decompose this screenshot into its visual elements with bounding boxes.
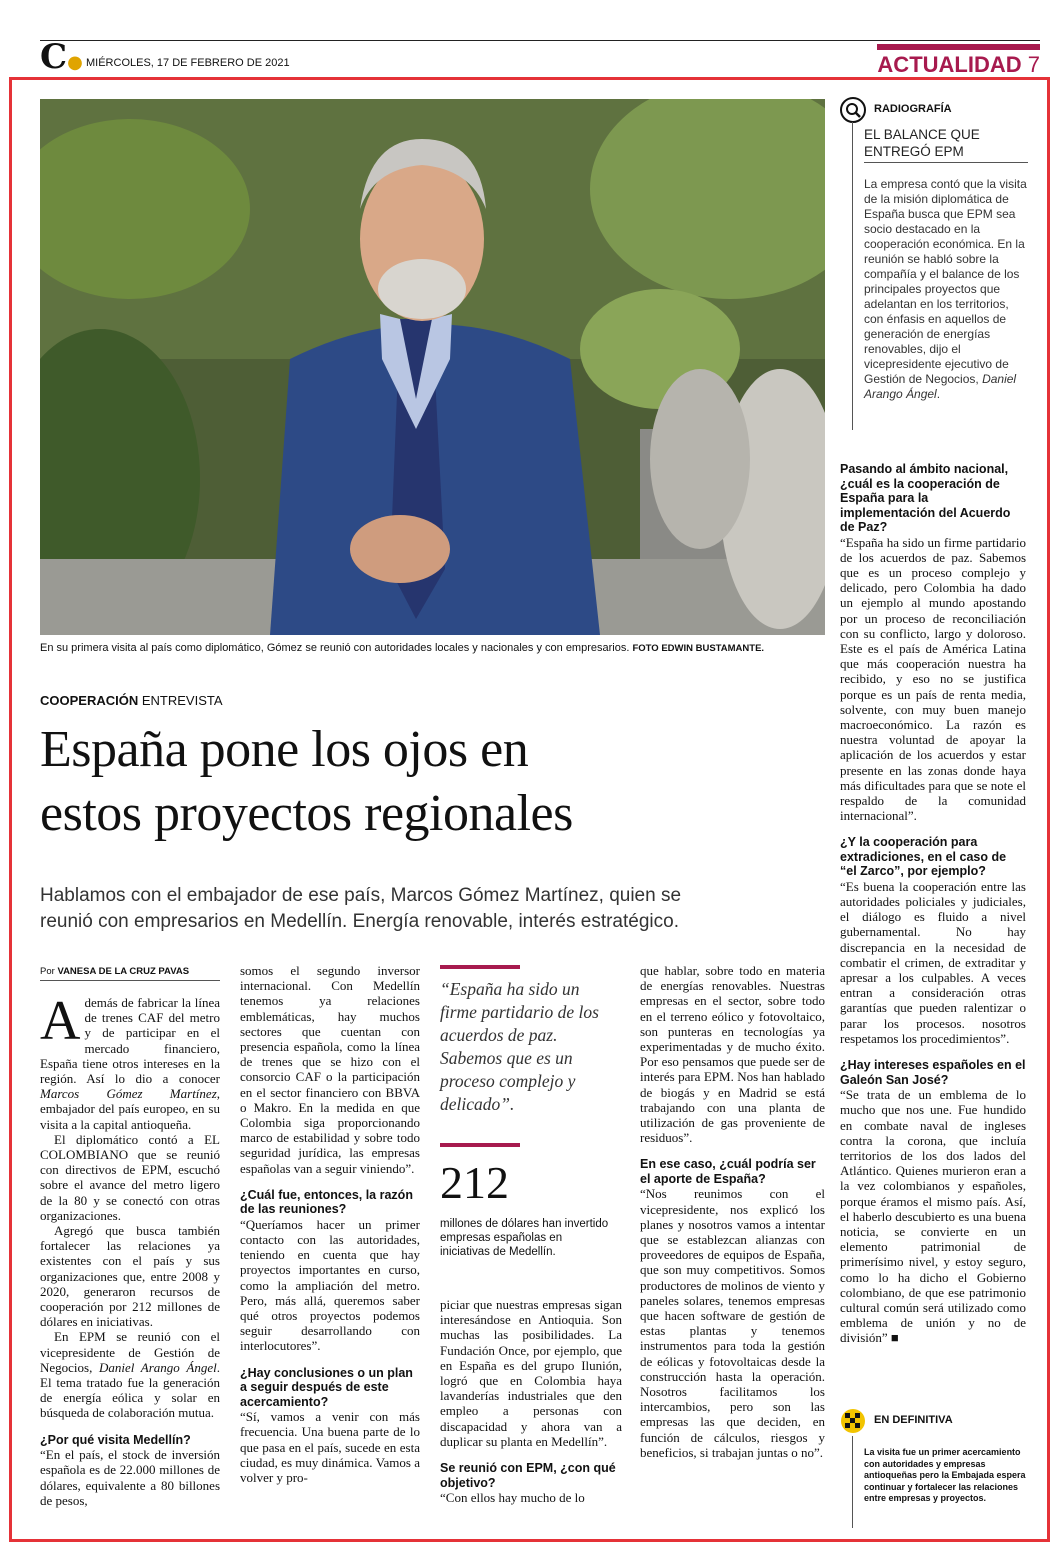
byline: Por VANESA DE LA CRUZ PAVAS <box>40 966 190 977</box>
question: Se reunió con EPM, ¿con qué objetivo? <box>440 1461 616 1490</box>
definitiva-body: La visita fue un primer acercamiento con autoridades y empresas antioqueñas pero la Embajada espera continuar y fortalecer las relaciones entre empresas y proyectos. <box>864 1447 1026 1503</box>
article-headline: España pone los ojos en estos proyectos regionales <box>40 721 573 842</box>
checkered-icon <box>840 1408 866 1434</box>
radiografia-label: RADIOGRAFÍA <box>874 103 952 115</box>
newspaper-logo: C● <box>40 37 83 77</box>
question: ¿Hay intereses españoles en el Galeón San José? <box>840 1058 1026 1087</box>
definitiva-left-rule <box>852 1436 853 1528</box>
column-1: Además de fabricar la línea de trenes CAF del metro y de participar en el mercado financiero, España tiene otros intereses en la región. Así lo dio a conocer Marcos Gómez Martínez, embajador del país europeo, en su visita a la capital antioqueña. El diplomático contó a EL COLOMBIANO que se reunió con directivos de EPM, escuchó sobre el avance del metro ligero de la 80 y se conectó con otras organizaciones. Agregó que busca también fortalecer las relaciones ya existentes con el país y sus organizaciones que, entre 2008 y 2020, generaron recursos de cooperación por 212 millones de dólares en iniciativas. En EPM se reunió con el vicepresidente de Gestión de Negocios, Daniel Arango Ángel. El tema tratado fue la generación de energía eólica y solar en búsqueda de colaboración mutua. ¿Por qué visita Medellín? “En el país, el stock de inversión española es de 22.000 millones de dólares, equivalente a 80 billones de pesos, <box>40 990 220 1508</box>
column-4: que hablar, sobre todo en materia de energías renovables. Nuestras empresas en el sector, sobre todo en el terreno eólico y fotovoltaico, son punteras en tecnologías ya experimentadas y de mucho éxito. Por eso pensamos que puede ser de interés para EPM. Nos han hablado de biogás y en Madrid se está trabajando con una planta de utilización de gas proveniente de residuos”. En ese caso, ¿cuál podría ser el aporte de España? “Nos reunimos con el vicepresidente, nos explicó los planes y nosotros vamos a intentar que se establezcan alianzas con proveedores de equipos de España, que son muy competitivos. Somos productores de molinos de viento y paneles solares, tenemos empresas que hacen software de gestión de estas plantas y tenemos instrumentos para toda la gestión de eólicas y fotovoltaicas desde la construcción hasta la operación. Nosotros facilitamos los intercambios, pero son las empresas las que deciden, en función de cálculos, riesgos y beneficios, si trabajan juntas o no”. <box>640 963 825 1460</box>
box-left-rule <box>852 122 853 430</box>
question: ¿Hay conclusiones o un plan a seguir después de este acercamiento? <box>240 1365 413 1409</box>
box-title: EL BALANCE QUE ENTREGÓ EPM <box>864 127 980 159</box>
pull-quote: “España ha sido un firme partidario de los acuerdos de paz. Sabemos que es un proceso complejo y delicado”. <box>440 979 599 1114</box>
question: Pasando al ámbito nacional, ¿cuál es la cooperación de España para la implementación del Acuerdo de Paz? <box>840 462 1011 534</box>
column-5: Pasando al ámbito nacional, ¿cuál es la cooperación de España para la implementación del Acuerdo de Paz? “España ha sido un firme partidario de los acuerdos de paz. Sabemos que es un proceso complejo y delicado, pero Colombia ha dado un ejemplo al mundo apostando por un proceso de reconciliación con su conflicto, largo y doloroso. Este es el país de América Latina que más cooperación nuestra ha recibido, y eso no se justifica porque es un país de renta media, solvente, con muy buen manejo macroeconómico. La razón es nuestra voluntad de apoyar la aplicación de los acuerdos y estar presente en las zonas donde haya más dificultades para que se note el respaldo de la comunidad internacional”. ¿Y la cooperación para extradiciones, en el caso de “el Zarco”, por ejemplo? “Es buena la cooperación entre las autoridades policiales y judiciales, el diálogo es fluido a nivel gubernamental. No hay discrepancia en la necesidad de combatir el crimen, de extraditar y apresar a los culpables. A veces entran a consideración otras garantías que pueden ralentizar o parar los procesos. nosotros respetamos los procedimientos”. ¿Hay intereses españoles en el Galeón San José? “Se trata de un emblema de lo mucho que nos une. Fue hundido en combate naval de ingleses contra la corona, que incluía territorios de los dos lados del Atlántico. Quienes murieron eran a la vez colombianos y españoles, porque éramos el mismo país. Así, el haberlo descubierto es una buena noticia, se convierte en un elemento patrimonial de primerísimo nivel, y estoy seguro, como lo ha dicho el Gobierno colombiano, de que ese patrimonio cultural común será utilizado como emblema de unión y no de división” ■ <box>840 462 1026 1346</box>
issue-date: MIÉRCOLES, 17 DE FEBRERO DE 2021 <box>86 57 290 69</box>
article-kicker: COOPERACIÓN ENTREVISTA <box>40 693 223 708</box>
box-body: La empresa contó que la visita de la misión diplomática de España busca que EPM sea socio destacado en la cooperación económica. En la reunión se habló sobre la compañía y el balance de los principales proyectos que adelantan en los territorios, con énfasis en aquellos de generación de energías renovables, dijo el vicepresidente ejecutivo de Gestión de Negocios, Daniel Arango Ángel. <box>864 177 1027 401</box>
stat-caption: millones de dólares han invertido empresas españolas en iniciativas de Medellín. <box>440 1218 609 1258</box>
column-2: somos el segundo inversor internacional. Con Medellín tenemos ya relaciones emblemáticas, hay muchos sectores que cuentan con presencia española, como la línea de trenes que se hizo con el consorcio CAF o la participación en el sector financiero con BBVA o Makro. En la medida en que Colombia siga proporcionando marco de estabilidad y sobre todo seguridad jurídica, las empresas españolas van a seguir viniendo”. ¿Cuál fue, entonces, la razón de las reuniones? “Queríamos hacer un primer contacto con las autoridades, teniendo en cuenta que hay proyectos importantes en curso, como la ampliación del metro. Pero, más allá, queremos saber qué otros proyectos podemos seguir desarrollando con interlocutores”. ¿Hay conclusiones o un plan a seguir después de este acercamiento? “Sí, vamos a venir con más frecuencia. Una buena parte de lo que pasa en el país, sucede en esta ciudad, es muy dinámica. Vamos a volver y pro- <box>240 963 420 1485</box>
question: ¿Y la cooperación para extradiciones, en el caso de “el Zarco”, por ejemplo? <box>840 835 1007 879</box>
drop-cap: A <box>40 990 81 1052</box>
byline-rule <box>40 980 220 981</box>
question: En ese caso, ¿cuál podría ser el aporte de España? <box>640 1157 816 1186</box>
box-title-rule <box>864 162 1028 163</box>
stat-number: 212 <box>440 1157 509 1208</box>
pullquote-rule <box>440 965 520 969</box>
interview-photo <box>40 99 825 635</box>
magnifier-icon <box>840 97 866 123</box>
header-rule <box>40 40 1040 41</box>
question: ¿Por qué visita Medellín? <box>40 1432 191 1447</box>
page-number: 7 <box>1027 52 1040 77</box>
column-3: piciar que nuestras empresas sigan interesándose en Antioquia. Son muchas las posibilidades. La Fundación Once, por ejemplo, que en España es del grupo Ilunión, logró que en Colombia haya lavanderías industriales que den empleo a personas con discapacidad y ahora van a duplicar su planta en Medellín”. Se reunió con EPM, ¿con qué objetivo? “Con ellos hay mucho de lo <box>440 1297 622 1506</box>
definitiva-label: EN DEFINITIVA <box>874 1414 953 1426</box>
section-label: ACTUALIDAD 7 <box>877 44 1040 82</box>
article-subheadline: Hablamos con el embajador de ese país, Marcos Gómez Martínez, quien se reunió con empresarios en Medellín. Energía renovable, interés estratégico. <box>40 885 682 932</box>
question: ¿Cuál fue, entonces, la razón de las reuniones? <box>240 1187 413 1217</box>
photo-caption: En su primera visita al país como diplomático, Gómez se reunió con autoridades locales y nacionales y con empresarios. FOTO EDWIN BUSTAMANTE. <box>40 642 765 654</box>
photo-credit: FOTO EDWIN BUSTAMANTE. <box>632 643 765 654</box>
stat-rule <box>440 1143 520 1147</box>
